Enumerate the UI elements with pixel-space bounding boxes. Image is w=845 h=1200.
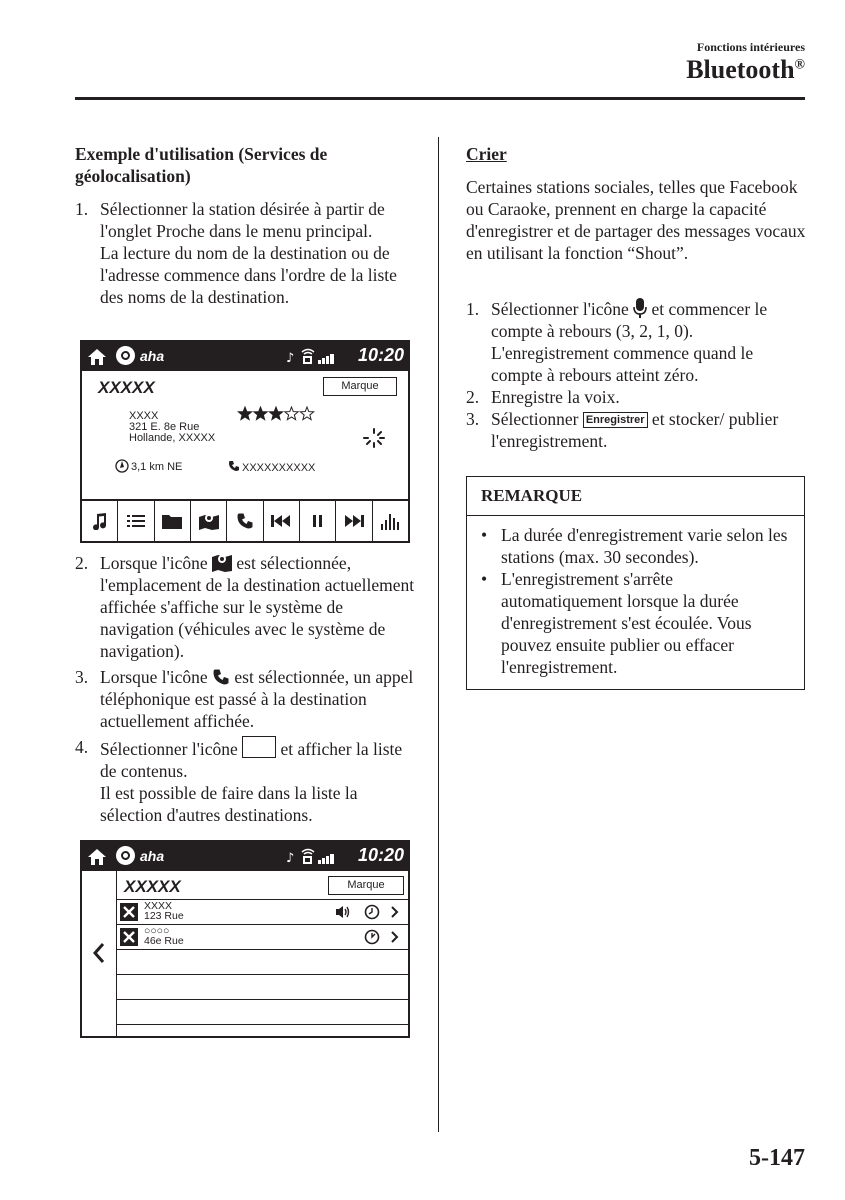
list-item[interactable] xyxy=(117,900,408,925)
column-divider xyxy=(438,137,439,1132)
star-empty-icon xyxy=(300,407,313,420)
star-empty-icon xyxy=(285,407,298,420)
station-name: XXXXX xyxy=(98,378,155,397)
star-filled-icon xyxy=(238,407,251,420)
enregistrer-button: Enregistrer xyxy=(583,412,648,428)
header-rule xyxy=(75,97,805,100)
screen-status-bar xyxy=(82,342,408,371)
svg-text:♪: ♪ xyxy=(286,851,295,866)
station-x-icon xyxy=(120,928,138,946)
page-number: 5-147 xyxy=(749,1145,805,1171)
chevron-right-icon[interactable] xyxy=(390,905,400,919)
station-name: XXXXX xyxy=(124,877,181,896)
marque-button[interactable]: Marque xyxy=(328,876,404,895)
address-line-3: Hollande, XXXXX xyxy=(129,432,216,444)
equalizer-icon[interactable] xyxy=(373,501,408,541)
crier-step-1-sub: L'enregistrement commence quand le compte à rebours atteint zéro. xyxy=(491,343,754,385)
list-item[interactable] xyxy=(117,1000,408,1025)
left-steps-2 xyxy=(75,552,415,826)
signal-status-icon xyxy=(286,346,336,366)
previous-track-icon[interactable] xyxy=(264,501,300,541)
list-item[interactable] xyxy=(117,975,408,1000)
crier-step-1: 1. Sélectionner l'icône et commencer le compte à rebours (3, 2, 1, 0). L'enregistrement commence quand le compte à rebours atteint zéro. xyxy=(466,298,806,386)
home-icon[interactable] xyxy=(86,847,108,867)
step-1-text: Sélectionner la station désirée à partir de l'onglet Proche dans le menu principal. xyxy=(100,199,385,241)
marque-button[interactable]: Marque xyxy=(323,377,397,396)
clock-icon xyxy=(364,904,380,920)
row-line-1: XXXX xyxy=(144,900,173,912)
pause-icon[interactable] xyxy=(300,501,336,541)
app-name: aha xyxy=(140,848,165,864)
clock-icon xyxy=(364,929,380,945)
back-chevron-icon[interactable] xyxy=(92,942,106,964)
aha-logo-icon xyxy=(116,346,135,365)
aha-screen-content-list xyxy=(80,840,410,1038)
list-item[interactable] xyxy=(117,925,408,950)
aha-screen-station-detail xyxy=(80,340,410,543)
distance-text: 3,1 km NE xyxy=(131,461,183,473)
remarque-item: • La durée d'enregistrement varie selon les stations (max. 30 secondes). xyxy=(501,524,794,568)
remarque-box xyxy=(466,476,805,690)
remarque-title: REMARQUE xyxy=(467,477,804,516)
step-2: 2. Lorsque l'icône est sélectionnée, l'emplacement de la destination actuellement affichée s'affiche sur le système de navigation (véhicules avec le système de navigation). xyxy=(75,553,415,661)
step-1-sub: La lecture du nom de la destination ou de l'adresse commence dans l'ordre de la liste des noms de la destination. xyxy=(100,243,397,307)
screen-toolbar xyxy=(82,499,408,541)
microphone-icon xyxy=(633,298,647,318)
left-heading: Exemple d'utilisation (Services de géolocalisation) xyxy=(75,144,328,186)
row-line-2: 46e Rue xyxy=(144,935,184,947)
rating-stars xyxy=(237,406,315,422)
section-label: Fonctions intérieures xyxy=(696,40,805,54)
row-line-2: 123 Rue xyxy=(144,910,184,922)
loading-spinner-icon xyxy=(362,427,386,449)
crier-step-2: 2. Enregistre la voix. xyxy=(466,387,620,407)
station-x-icon xyxy=(120,903,138,921)
crier-heading: Crier xyxy=(466,144,507,164)
remarque-list xyxy=(467,516,804,678)
speaker-icon xyxy=(335,905,351,919)
list-icon[interactable] xyxy=(118,501,154,541)
clock: 10:20 xyxy=(357,845,404,865)
music-note-icon[interactable] xyxy=(82,501,118,541)
home-icon[interactable] xyxy=(86,347,108,367)
signal-status-icon xyxy=(286,846,336,866)
chevron-right-icon[interactable] xyxy=(390,930,400,944)
crier-step-3: 3. Sélectionner Enregistrer et stocker/ publier l'enregistrement. xyxy=(466,409,779,451)
phone-icon[interactable] xyxy=(227,501,263,541)
star-filled-icon xyxy=(254,407,267,420)
list-item[interactable] xyxy=(117,950,408,975)
aha-logo-icon xyxy=(116,846,135,865)
page-title: Bluetooth® xyxy=(686,55,805,84)
phone-icon xyxy=(212,668,230,686)
clock: 10:20 xyxy=(357,345,404,365)
map-pin-icon xyxy=(212,552,232,572)
remarque-item: • L'enregistrement s'arrête automatiquement lorsque la durée d'enregistrement s'est écoulée. Vous pouvez ensuite publier ou effacer l'enregistrement. xyxy=(501,568,794,678)
phone-number: XXXXXXXXXX xyxy=(242,462,316,474)
blank-list-icon xyxy=(242,736,276,758)
step-1: 1. Sélectionner la station désirée à partir de l'onglet Proche dans le menu principal. La lecture du nom de la destination ou de l'adresse commence dans l'ordre de la liste des noms de la destination. xyxy=(75,198,410,308)
address-line-1: XXXX xyxy=(129,410,159,422)
right-steps xyxy=(466,298,806,452)
crier-intro: Certaines stations sociales, telles que Facebook ou Caraoke, prennent en charge la capacité d'enregistrer et de partager des messages vocaux en utilisant la fonction “Shout”. xyxy=(466,177,806,263)
folder-icon[interactable] xyxy=(155,501,191,541)
svg-text:♪: ♪ xyxy=(286,351,295,366)
step-4: 4. Sélectionner l'icône et afficher la liste de contenus. Il est possible de faire dans la liste la sélection d'autres destinations. xyxy=(75,736,415,826)
step-4-sub: Il est possible de faire dans la liste la sélection d'autres destinations. xyxy=(100,783,358,825)
registered-mark: ® xyxy=(794,57,805,73)
row-line-1: ○○○○ xyxy=(144,925,170,937)
left-steps-1 xyxy=(75,198,410,308)
next-track-icon[interactable] xyxy=(336,501,372,541)
step-3: 3. Lorsque l'icône est sélectionnée, un appel téléphonique est passé à la destination actuellement affichée. xyxy=(75,667,414,731)
screen-status-bar xyxy=(82,842,408,871)
map-pin-icon[interactable] xyxy=(191,501,227,541)
star-filled-icon xyxy=(269,407,282,420)
compass-icon xyxy=(115,459,129,473)
app-name: aha xyxy=(140,348,165,364)
address-line-2: 321 E. 8e Rue xyxy=(129,421,200,433)
phone-small-icon xyxy=(228,460,240,472)
